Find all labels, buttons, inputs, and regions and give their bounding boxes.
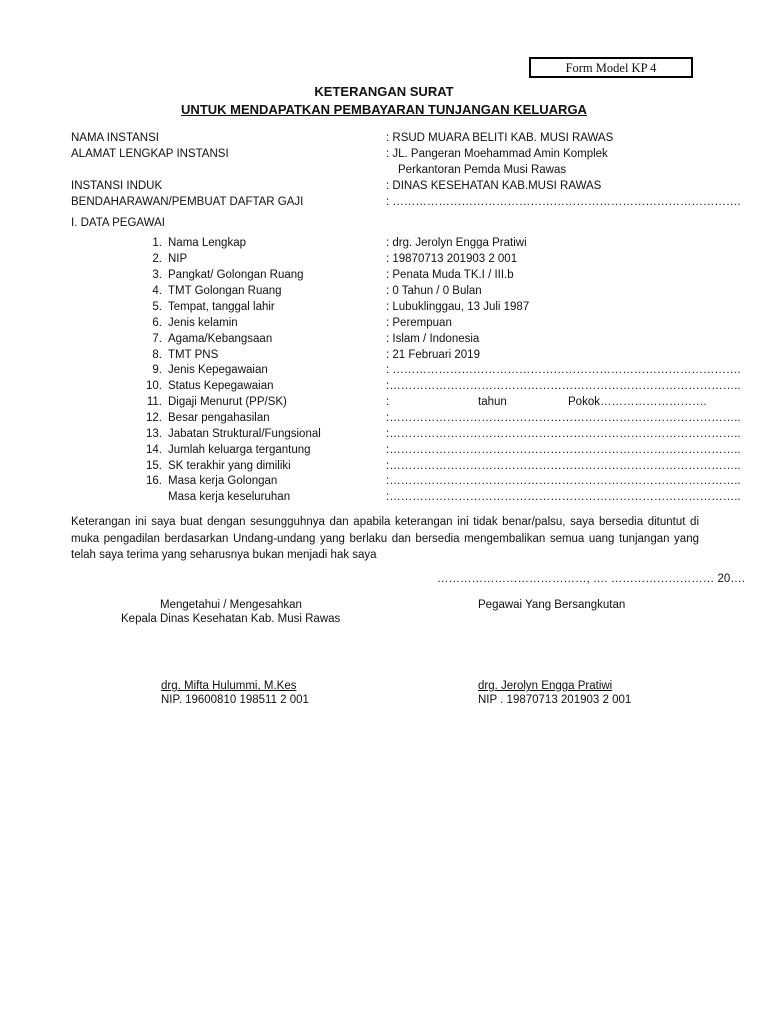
item-label: TMT Golongan Ruang: [168, 285, 282, 297]
item-label: Besar pengahasilan: [168, 412, 270, 424]
item-value: :………………………………………………………………………………..: [386, 380, 741, 392]
item-label: Jabatan Struktural/Fungsional: [168, 428, 321, 440]
form-model-box: Form Model KP 4: [529, 57, 693, 78]
field-label-instansi-induk: INSTANSI INDUK: [71, 180, 163, 192]
title-line-1: KETERANGAN SURAT: [314, 84, 454, 99]
section-title: I. DATA PEGAWAI: [71, 217, 165, 229]
item-label: Digaji Menurut (PP/SK): [168, 396, 287, 408]
item-value: :………………………………………………………………………………..: [386, 428, 741, 440]
item-value: : drg. Jerolyn Engga Pratiwi: [386, 237, 527, 249]
item-value: : Perempuan: [386, 317, 452, 329]
item-label: NIP: [168, 253, 188, 265]
left-sign-nip: NIP. 19600810 198511 2 001: [161, 694, 309, 706]
item-value: : Lubuklinggau, 13 Juli 1987: [386, 301, 530, 313]
item-label: Masa kerja Golongan: [168, 475, 278, 487]
field-label-alamat: ALAMAT LENGKAP INSTANSI: [71, 148, 229, 160]
item-number: 15.: [146, 460, 162, 472]
item-value: :………………………………………………………………………………..: [386, 444, 741, 456]
left-sign-line2: Kepala Dinas Kesehatan Kab. Musi Rawas: [121, 613, 341, 625]
item-value: :………………………………………………………………………………..: [386, 412, 741, 424]
item-number: 5.: [152, 301, 162, 313]
item-value-tahun: tahun: [478, 396, 507, 408]
title-line-2: UNTUK MENDAPATKAN PEMBAYARAN TUNJANGAN KELUARGA: [181, 102, 587, 117]
item-value: : Penata Muda TK.I / III.b: [386, 269, 514, 281]
item-number: 11.: [146, 396, 162, 408]
left-sign-name: drg. Mifta Hulummi, M.Kes: [161, 680, 297, 692]
item-value: : 19870713 201903 2 001: [386, 253, 518, 265]
field-value-alamat-line2: Perkantoran Pemda Musi Rawas: [398, 164, 567, 176]
item-value-pokok: Pokok……………………….: [568, 396, 707, 408]
item-value: : Islam / Indonesia: [386, 333, 480, 345]
item-value: :: [386, 396, 390, 408]
item-label: Nama Lengkap: [168, 237, 246, 249]
item-number: 7.: [152, 333, 162, 345]
item-number: 10.: [146, 380, 162, 392]
item-value: :………………………………………………………………………………..: [386, 475, 741, 487]
item-value: : 0 Tahun / 0 Bulan: [386, 285, 482, 297]
item-number: 3.: [152, 269, 162, 281]
item-number: 13.: [146, 428, 162, 440]
item-value: :………………………………………………………………………………..: [386, 491, 741, 503]
date-line: …………………………………, …. ……………………… 20….: [437, 573, 745, 585]
item-label: TMT PNS: [168, 349, 219, 361]
right-sign-nip: NIP . 19870713 201903 2 001: [478, 694, 632, 706]
item-label: Status Kepegawaian: [168, 380, 274, 392]
field-value-nama-instansi: : RSUD MUARA BELITI KAB. MUSI RAWAS: [386, 132, 614, 144]
item-number: 6.: [152, 317, 162, 329]
field-label-nama-instansi: NAMA INSTANSI: [71, 132, 159, 144]
right-sign-line1: Pegawai Yang Bersangkutan: [478, 599, 626, 611]
item-label: Agama/Kebangsaan: [168, 333, 273, 345]
item-value: : 21 Februari 2019: [386, 349, 480, 361]
item-number: 9.: [152, 364, 162, 376]
item-number: 1.: [152, 237, 162, 249]
right-sign-name: drg. Jerolyn Engga Pratiwi: [478, 680, 613, 692]
left-sign-line1: Mengetahui / Mengesahkan: [160, 599, 302, 611]
item-label: Tempat, tanggal lahir: [168, 301, 275, 313]
statement-paragraph: Keterangan ini saya buat dengan sesungguhnya dan apabila keterangan ini tidak benar/palsu, saya bersedia dituntut di muka pengadilan berdasarkan Undang-undang yang berlaku dan bersedia mengembalikan semua uang tunjangan yang telah saya terima yang seharusnya bukan menjadi hak saya: [71, 516, 699, 561]
item-number: 8.: [152, 349, 162, 361]
item-number: 12.: [146, 412, 162, 424]
item-label: Pangkat/ Golongan Ruang: [168, 269, 304, 281]
item-number: 14.: [146, 444, 162, 456]
field-value-instansi-induk: : DINAS KESEHATAN KAB.MUSI RAWAS: [386, 180, 602, 192]
item-number: 2.: [152, 253, 162, 265]
field-value-bendaharawan: : ……………………………………………………………………………….: [386, 196, 741, 208]
item-label: Masa kerja keseluruhan: [168, 491, 291, 503]
item-value: : ……………………………………………………………………………….: [386, 364, 741, 376]
item-label: Jenis kelamin: [168, 317, 238, 329]
field-value-alamat: : JL. Pangeran Moehammad Amin Komplek: [386, 148, 608, 160]
item-number: 4.: [152, 285, 162, 297]
field-label-bendaharawan: BENDAHARAWAN/PEMBUAT DAFTAR GAJI: [71, 196, 304, 208]
item-label: SK terakhir yang dimiliki: [168, 460, 291, 472]
item-label: Jenis Kepegawaian: [168, 364, 268, 376]
item-number: 16.: [146, 475, 162, 487]
item-value: :………………………………………………………………………………..: [386, 460, 741, 472]
item-label: Jumlah keluarga tergantung: [168, 444, 311, 456]
